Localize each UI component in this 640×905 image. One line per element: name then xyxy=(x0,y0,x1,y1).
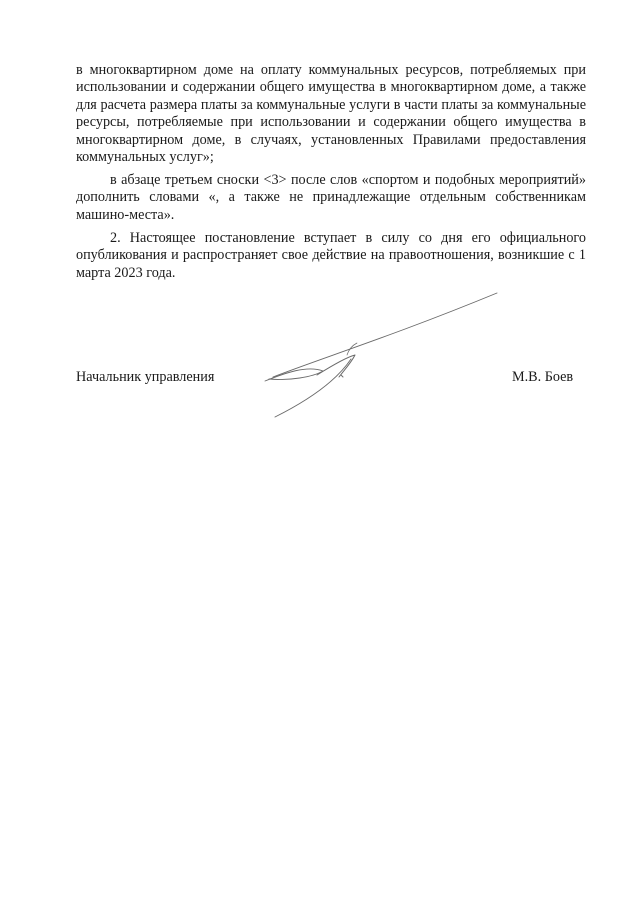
handwritten-signature-icon xyxy=(255,285,515,425)
paragraph-continuation xyxy=(76,62,586,166)
paragraph-footnote-amendment-text: в абзаце третьем сноски <3> после слов «спортом и подобных мероприятий» дополнить словами «, а также не принадлежащие отдельным собственникам машино-места». xyxy=(76,172,586,223)
paragraph-effective-date-text: 2. Настоящее постановление вступает в силу со дня его официального опубликования и распространяет свое действие на правоотношения, возникшие с 1 марта 2023 года. xyxy=(76,230,586,281)
paragraph-effective-date xyxy=(76,230,586,282)
signatory-position-title: Начальник управления xyxy=(76,369,215,385)
signatory-name: М.В. Боев xyxy=(512,369,574,385)
paragraph-footnote-amendment xyxy=(76,172,586,224)
paragraph-continuation-text: в многоквартирном доме на оплату коммунальных ресурсов, потребляемых при использовании и содержании общего имущества в многоквартирном доме, а также для расчета размера платы за коммунальные услуги в части платы за коммунальные ресурсы, потребляемые при использовании и содержании общего имущества в многоквартирном доме, в случаях, установленных Правилами предоставления коммунальных услуг»; xyxy=(76,62,586,166)
